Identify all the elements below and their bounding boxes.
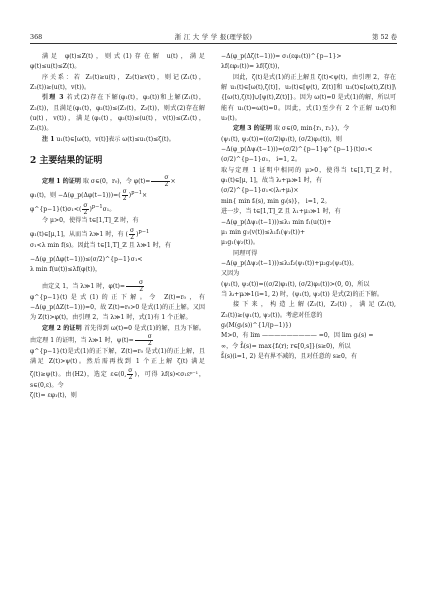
lemma-label: 引理 3 xyxy=(42,94,64,102)
equation: (ψ₁(t), ψ₂(t))=((σ/2)φ₁(t), (σ/2)φ₁(t))，则 xyxy=(221,135,342,143)
volume-label: 第 52 卷 xyxy=(372,33,397,41)
paragraph: σ₁<λ min f(s)。因此当 t∈[1,T]_ℤ 且 λ≫1 时，有 xyxy=(30,241,171,249)
proof-label: 定理 3 的证明 xyxy=(233,125,272,133)
paragraph: φ^{p−1}(t)σ₁<( $\frac{\sigma}{2}$ )$^{p-1}$σ₁。 xyxy=(30,202,116,217)
equation: (σ/2)^{p−1}σ₁， i=1, 2。 xyxy=(221,156,301,164)
paragraph: 进一步，当 t∈[1,T]_ℤ 且 λ₁+μ₁≫1 时，有 xyxy=(221,208,341,216)
equation: −Δ(φ_p(Δψ₁(t−1)))≤λ₁ min f₁(u(t))+ xyxy=(221,218,332,226)
note-label: 注 1 xyxy=(42,135,55,143)
equation: −Δ(φ_p(Δζ(t−1)))= σ₁(εφ₁(t))^{p−1}> xyxy=(221,53,342,60)
paragraph: ∞，令 f̃ᵢ(s)= max{fᵢ(r); r∈[0,s]}(s≥0)，所以 xyxy=(221,342,351,350)
equation: M>0，有 lim ————————— =0，因 lim gᵢ(s) = xyxy=(221,332,374,340)
paragraph: 同理可得 xyxy=(233,249,258,257)
journal-title: 浙 江 大 学 学 报(理学版) xyxy=(174,33,253,41)
page-header xyxy=(30,31,397,44)
equation: min{ min fᵢ(s), min gᵢ(s)}， i=1, 2。 xyxy=(221,197,331,205)
equation: λ min f(u(t))≤λf(φ(t))， xyxy=(30,266,102,274)
paragraph: 由定义 1，当 λ≫1 时，φ(t)= $\frac{\sigma}{2}$ xyxy=(42,278,144,293)
equation: λf(εφ₁(t))= λf(ζ(t))， xyxy=(221,63,284,71)
paragraph: 因此，ζ(t)是式(1)的正上解且 ζ(t)<ψ(t)，由引理 2，存在解 u₁(t)∈[ω(t),ζ(t)]，u₂(t)∈[ψ(t), Z(t)]和 u₃(t)∈[ω(t),Z(t)]\{[ω(t),ζ(t)]∪[ψ(t),Z(t)]}。因为 ω(t)=0 是式(1)的解，所以可能有 u₁(t)=ω(t)=0。因此，式(1)至少有 2 个正解 u₂(t)和 u₃(t)。 xyxy=(221,73,396,123)
note-text: u₁(t)∈[ω(t)，v(t)]表示 ω(t)≤u₁(t)≤ζ(t)。 xyxy=(54,135,175,143)
left-column xyxy=(30,52,205,401)
paragraph: 令 μ>0，使得当 t∈[1,T]_ℤ 时，有 xyxy=(42,217,139,225)
paragraph: f̃ᵢ(s)(i=1, 2) 是有界不减的，且对任意的 s≥0，有 xyxy=(221,352,358,360)
paragraph: φ₁(t)，则 −Δ(φ_p(Δφ(t−1)))=( $\frac{\sigma}{2}$ )$^{p-1}$× xyxy=(30,188,148,203)
equation: (σ/2)^{p−1}σ₁<(λᵢ+μᵢ)× xyxy=(221,187,299,195)
equation: μ₁g₁(ψ₂(t))。 xyxy=(221,239,260,247)
lemma-3 xyxy=(30,93,205,134)
note-1 xyxy=(30,135,205,145)
page-number: 368 xyxy=(30,33,43,41)
theorem1-proof: 定理 1 的证明 取 σ∈(0，r₀)，令 φ(t)= $\frac{\sigma}{2}$ × xyxy=(42,174,176,189)
proof-label: 定理 1 的证明 xyxy=(42,178,81,186)
equation: μ₁ min g₁(v(t))≤λ₁f₁(ψ₁(t))+ xyxy=(221,228,306,236)
equation: (ψ₁(t), ψ₂(t))=((σ/2)φ₁(t), (σ/2)φ₁(t))>(0, 0)，所以 xyxy=(221,280,370,288)
equation: gᵢ(M(gᵢ(s))^{1/(p−1)}) xyxy=(221,321,292,329)
equation: −Δ(φ_p(Δψ₂(t−1)))≤λ₂f₂(ψ₁(t))+μ₂g₂(ψ₂(t))。 xyxy=(221,259,358,267)
paragraph: 又因为 xyxy=(221,270,240,278)
theorem2-proof: 定理 2 的证明 首先得到 ω(t)=0 是式(1)的解，且为下解。由定理 1 的证明，当 λ≫1 时，ψ(t)= $\frac{\sigma}{2}$ xyxy=(30,324,205,347)
paragraph: φ₁(t)∈[μ,1]，从而当 λ≫1 时，有 ( $\frac{\sigma}{2}$ )$^{p-1}$ xyxy=(30,226,150,241)
equation: −Δ(φ_p(Δφ(t−1)))≤(σ/2)^{p−1}σ₁< xyxy=(30,255,143,263)
right-column xyxy=(221,52,396,362)
lemma-text: 若式(2)存在下解(φ₁(t)，φ₂(t))和上解(Z₁(t)，Z₂(t))，且满足(φ₁(t)，φ₂(t))≤(Z₁(t)，Z₂(t))，则式(2)存在解(u(t)，v(t))，满足(φ₁(t)，φ₂(t))≤(u(t)，v(t))≤(Z₁(t)，Z₂(t))。 xyxy=(30,94,205,133)
paragraph: 当 λᵢ+μᵢ≫1(i=1, 2) 时，(ψ₁(t), ψ₂(t)) 是式(2)的正下解。 xyxy=(221,290,383,298)
paragraph: 接下来，构造上解(Z₁(t), Z₂(t))，满足(Z₁(t), Z₂(t))≥(ψ₁(t), ψ₂(t))。考虑对任意的 xyxy=(221,301,396,319)
paragraph: φ^{p−1}(t)是式(1)的正下解。令 Z(t)=r₀，有 −Δ(φ_p(ΔZ(t−1)))=0，故 Z(t)=r₀>0 是式(1)的正上解。又因为 Z(t)>φ(t)，由引理 2，当 λ≫1 时，式(1)有 1 个正解。 xyxy=(30,293,205,322)
paragraph: φ^{p−1}(t)是式(1)的正下解，Z(t)=r₀ 是式(1)的正上解，且满足 Z(t)>ψ(t)。然后需再找到 1 个正上解 ζ(t) 满足 ζ(t)≥ψ(t)。由(H2)，选定 ε∈(0, $\frac{\sigma}{2}$ )，可得 λf(s)<σ₁εᵖ⁻¹，s∈(0,ε)。令 xyxy=(30,347,205,389)
paragraph: 满足 φ(t)≤Z(t)，则式(1)存在解 u(t)，满足 φ(t)≤u(t)≤Z(t)。 xyxy=(30,53,205,71)
proof-label: 定理 2 的证明 xyxy=(42,324,82,332)
paragraph: 取与定理 1 证明中相同的 μ>0，使得当 t∈[1,T]_ℤ 时，φ₁(t)∈[μ, 1]，故当 λᵢ+μᵢ≫1 时，有 xyxy=(221,166,396,185)
paragraph: 序关系：若 Z₁(t)≥u(t)，Z₂(t)≥v(t)，则记(Z₁(t)，Z₂(t))≥(u(t)，v(t))。 xyxy=(30,73,205,92)
equation: −Δ(φ_p(Δψᵢ(t−1)))=(σ/2)^{p−1}φ^{p−1}(t)σ₁< xyxy=(221,146,373,154)
section-title: 2 主要结果的证明 xyxy=(30,156,103,167)
fraction: $\frac{\sigma}{2}$ xyxy=(151,175,169,188)
paragraph: ζ(t)= εφ₁(t)，则 xyxy=(30,391,77,399)
theorem3-proof: 定理 3 的证明 取 σ∈(0, min{r₁, r₂})，令 xyxy=(233,125,350,133)
